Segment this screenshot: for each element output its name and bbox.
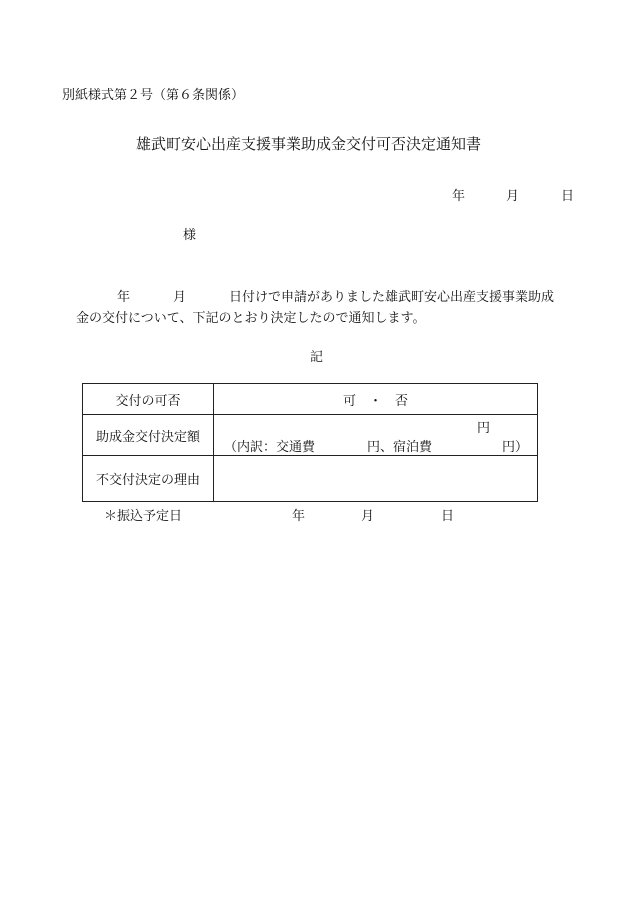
grant-decision-value: 可 ・ 否 <box>214 384 538 415</box>
non-grant-reason-value <box>214 456 538 502</box>
decision-table <box>82 383 538 502</box>
issue-date-day: 日 <box>561 189 575 204</box>
body-application-year: 年 <box>117 290 131 305</box>
grant-amount-value <box>214 415 538 456</box>
addressee-suffix: 様 <box>183 228 197 243</box>
table-row <box>83 415 538 456</box>
ki-heading: 記 <box>310 350 324 365</box>
document-title: 雄武町安心出産支援事業助成金交付可否決定通知書 <box>136 135 482 153</box>
transfer-date-month: 月 <box>361 509 375 524</box>
grant-amount-yen: 円 <box>477 421 491 436</box>
issue-date-year: 年 <box>452 189 466 204</box>
issue-date-month: 月 <box>506 189 520 204</box>
body-line-1-text: 日付けで申請がありました雄武町安心出産支援事業助成 <box>229 290 555 305</box>
label-non-grant-reason: 不交付決定の理由 <box>83 456 214 502</box>
table-row <box>83 456 538 502</box>
body-line-2-text: 金の交付について、下記のとおり決定したので通知します。 <box>76 311 426 326</box>
form-number-label: 別紙様式第２号（第６条関係） <box>62 88 245 103</box>
transfer-date-year: 年 <box>292 509 306 524</box>
transfer-date-label: ＊振込予定日 <box>104 509 183 524</box>
breakdown-lodging: 円、宿泊費 <box>367 440 433 455</box>
body-application-month: 月 <box>173 290 187 305</box>
transfer-date-day: 日 <box>441 509 455 524</box>
breakdown-end: 円） <box>502 440 529 455</box>
label-grant-amount: 助成金交付決定額 <box>83 415 214 456</box>
label-grant-decision: 交付の可否 <box>83 384 214 415</box>
breakdown-transport: （内訳：交通費 <box>224 440 316 455</box>
table-row <box>83 384 538 415</box>
